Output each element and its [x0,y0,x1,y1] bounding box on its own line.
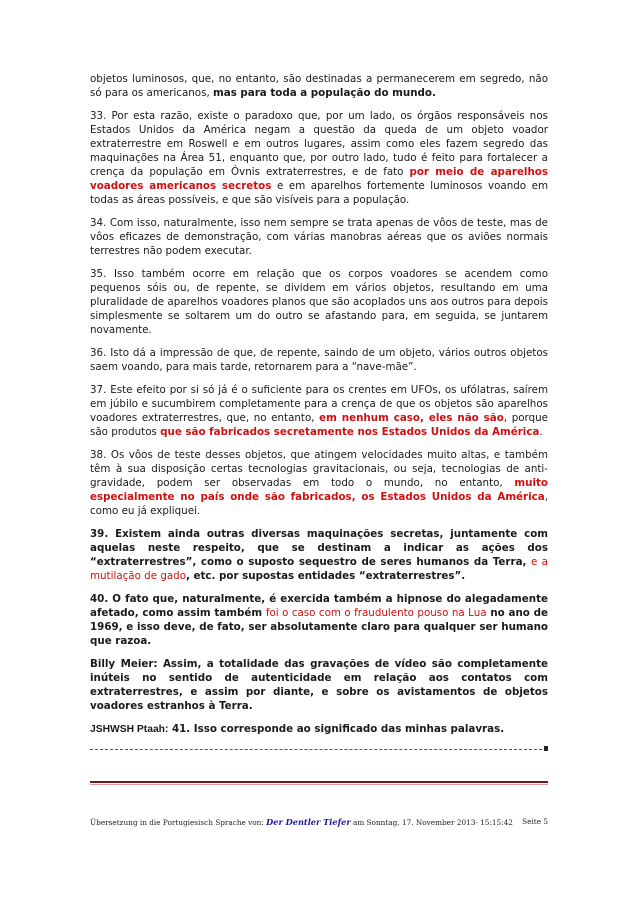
footer-rule [90,781,548,783]
text: 33. Por esta razão, existe o paradoxo que, por um lado, os órgãos responsáveis nos Estados Unidos da América negam a questão da queda de um objeto voador extraterrestre em Roswell e em outros lugares, assim como eles fazem segredo das maquinações na Área 51, enquanto que, por outro lado, tudo é feito para fortalecer a crença da população em Óvnis extraterrestres, e de fato [90,110,548,178]
dashed-separator [90,745,548,755]
speaker-label: JSHWSH Ptaah: [90,724,169,735]
footer-rule-shadow [90,784,548,785]
footer-prefix: Übersetzung in die Portugiesisch Sprache von: [90,818,264,827]
footer-translation-note [90,817,513,827]
text: 34. Com isso, naturalmente, isso nem sempre se trata apenas de vôos de teste, mas de vôos eficazes de demonstração, com várias manobras aéreas que os aviões normais terrestres não podem executar. [90,217,548,257]
separator-end-mark [544,746,548,751]
red-highlight: e a mutilação de gado [90,556,548,582]
red-bold-highlight: em nenhum caso, eles não são [319,412,504,424]
document-body [90,72,548,746]
text: 35. Isso também ocorre em relação que os corpos voadores se acendem como pequenos sóis ou, de repente, se dividem em vários objetos, resultando em uma pluralidade de aparelhos voadores planos que são acoplados uns aos outros para depois simplesmente se soltarem um do outro se afastando para, em seguida, se juntarem novamente. [90,268,548,336]
text: , como eu já expliquei. [90,491,548,517]
bold-text: 40. O fato que, naturalmente, é exercida também a hipnose do alegadamente afetado, como assim também [90,593,548,619]
red-bold-highlight: muito especialmente no país onde são fabricados, os Estados Unidos da América [90,477,548,503]
paragraph-37 [90,383,548,439]
text: , porque são produtos [90,412,549,438]
bold-text: Billy Meier: Assim, a totalidade das gravações de vídeo são completamente inúteis no sentido de autenticidade em relação aos contatos com extraterrestres, e assim por diante, e sobre os avistamentos de objetos voadores estranhos à Terra. [90,658,548,712]
paragraph-40 [90,592,548,648]
paragraph-32-continuation [90,72,548,100]
text: 37. Este efeito por si só já é o suficiente para os crentes em UFOs, os ufólatras, saírem em júbilo e sucumbirem completamente para a crença de que os objetos são aparelhos voadores extraterrestres, que, no entanto, [90,384,548,424]
bold-text: mas para toda a população do mundo. [213,87,436,99]
text: e em aparelhos fortemente luminosos voando em todas as áreas possíveis, e que são visíveis para a população. [90,180,548,206]
text: 38. Os vôos de teste desses objetos, que atingem velocidades muito altas, e também têm à sua disposição certas tecnologias gravitacionais, ou seja, tecnologias de anti-gravidade, podem ser observadas em todo o mundo, no entanto, [90,449,548,489]
paragraph-33 [90,109,548,207]
red-bold-highlight: por meio de aparelhos voadores americanos secretos [90,166,548,192]
paragraph-34 [90,216,548,258]
paragraph-36 [90,346,548,374]
paragraph-39 [90,527,548,583]
footer-date: am Sonntag, 17. November 2013- 15:15:42 [352,818,513,827]
paragraph-35 [90,267,548,337]
bold-text: 39. Existem ainda outras diversas maquinações secretas, juntamente com aquelas neste respeito, que se destinam a indicar as ações dos “extraterrestres”, como o suposto sequestro de seres humanos da Terra, [90,528,548,568]
page-number: Seite 5 [522,817,548,826]
billy-meier-paragraph [90,657,548,713]
bold-text: no ano de 1969, e isso deve, de fato, ser absolutamente claro para qualquer ser humano que razoa. [90,607,548,647]
bold-text: 41. Isso corresponde ao significado das minhas palavras. [168,723,505,735]
text: objetos luminosos, que, no entanto, são destinadas a permanecerem em segredo, não só para os americanos, [90,73,548,99]
paragraph-38 [90,448,548,518]
ptaah-paragraph [90,722,548,737]
text: . [539,426,543,438]
red-highlight: foi o caso com o fraudulento pouso na Lua [265,607,487,619]
translator-signature: Der Dentler Tiefer [266,817,351,827]
bold-text: , etc. por supostas entidades “extraterrestres”. [186,570,466,582]
dashed-line [90,749,542,750]
text: 36. Isto dá a impressão de que, de repente, saindo de um objeto, vários outros objetos saem voando, para mais tarde, retornarem para a “nave-mãe”. [90,347,548,373]
red-bold-highlight: que são fabricados secretamente nos Estados Unidos da América [160,426,540,438]
